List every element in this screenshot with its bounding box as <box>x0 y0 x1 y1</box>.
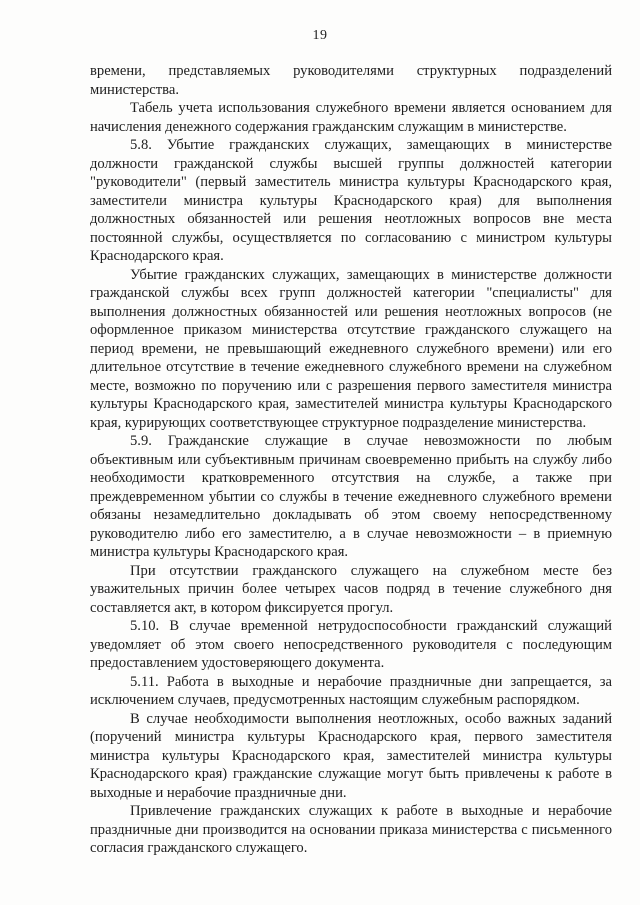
paragraph: Табель учета использования служебного времени является основанием для начисления денежного содержания гражданским служащим в министерстве. <box>90 100 612 135</box>
page-number: 19 <box>312 28 328 43</box>
paragraph: Привлечение гражданских служащих к работе в выходные и нерабочие праздничные дни производится на основании приказа министерства с письменного согласия гражданского служащего. <box>90 803 612 856</box>
document-body <box>90 62 612 858</box>
paragraph: В случае необходимости выполнения неотложных, особо важных заданий (поручений министра культуры Краснодарского края, первого заместителя министра культуры Краснодарского края, заместителей министра культуры Краснодарского края) гражданские служащие могут быть привлечены к работе в выходные и нерабочие праздничные дни. <box>90 710 612 801</box>
paragraph-5-11: 5.11. Работа в выходные и нерабочие праздничные дни запрещается, за исключением случаев, предусмотренных настоящим служебным распорядком. <box>90 673 612 708</box>
paragraph-continuation: времени, представляемых руководителями структурных подразделений министерства. <box>90 63 612 98</box>
paragraph: При отсутствии гражданского служащего на служебном месте без уважительных причин более четырех часов подряд в течение служебного дня составляется акт, в котором фиксируется прогул. <box>90 562 612 616</box>
paragraph-5-10: 5.10. В случае временной нетрудоспособности гражданский служащий уведомляет об этом своего непосредственного руководителя с последующим предоставлением удостоверяющего документа. <box>90 618 612 671</box>
paragraph-5-8: 5.8. Убытие гражданских служащих, замещающих в министерстве должности гражданской службы высшей группы должностей категории "руководители" (первый заместитель министра культуры Краснодарского края, заместители министра культуры Краснодарского края) для выполнения должностных обязанностей или решения неотложных вопросов вне места постоянной службы, осуществляется по согласованию с министром культуры Краснодарского края. <box>90 137 612 264</box>
paragraph: Убытие гражданских служащих, замещающих в министерстве должности гражданской службы всех групп должностей категории "специалисты" для выполнения должностных обязанностей или решения неотложных вопросов (не оформленное приказом министерства отсутствие гражданского служащего на период времени, не превышающий ежедневного служебного времени) или его длительное отсутствие в течение ежедневного служебного времени на служебном месте, возможно по поручению или с разрешения первого заместителя министра культуры Краснодарского края, заместителей министра культуры Краснодарского края, курирующих соответствующее структурное подразделение министерства. <box>90 266 612 431</box>
paragraph-5-9: 5.9. Гражданские служащие в случае невозможности по любым объективным или субъективным причинам своевременно прибыть на службу либо необходимости кратковременного отсутствия на службе, а также при преждевременном убытии со службы в течение ежедневного служебного времени обязаны незамедлительно докладывать об этом своему непосредственному руководителю либо его заместителю, а в случае невозможности – в приемную министра культуры Краснодарского края. <box>90 433 612 560</box>
